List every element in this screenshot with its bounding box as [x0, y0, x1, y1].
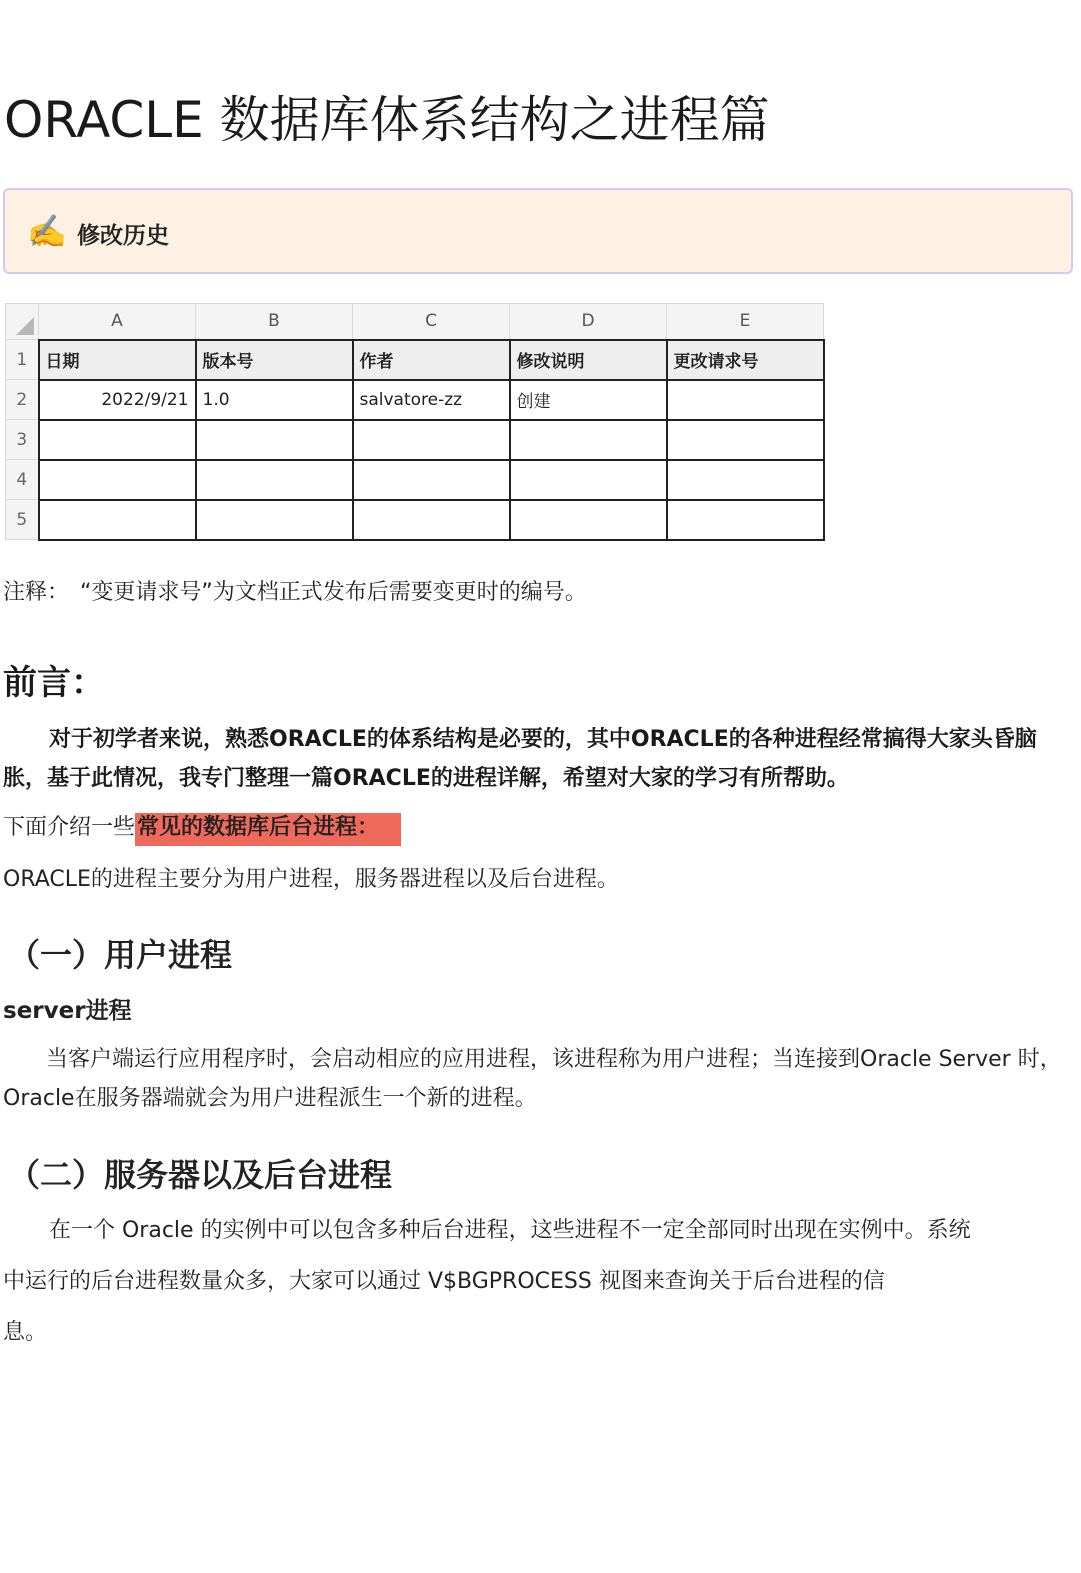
table-cell[interactable] — [667, 500, 824, 540]
document-title: ORACLE 数据库体系结构之进程篇 — [4, 91, 770, 149]
paragraph-line: 中运行的后台进程数量众多，大家可以通过 V$BGPROCESS 视图来查询关于后台进程的信 — [3, 1269, 885, 1294]
table-cell[interactable] — [353, 460, 510, 500]
server-process-subheading: server进程 — [3, 998, 132, 1024]
cell-date[interactable]: 2022/9/21 — [39, 380, 196, 420]
column-header-b[interactable]: B — [196, 304, 353, 340]
table-cell[interactable] — [510, 420, 667, 460]
cell-version[interactable]: 1.0 — [196, 380, 353, 420]
column-header-a[interactable]: A — [39, 304, 196, 340]
table-cell[interactable] — [353, 500, 510, 540]
header-cell-description[interactable]: 修改说明 — [510, 340, 667, 380]
row-header[interactable]: 4 — [6, 460, 39, 500]
foreword-heading: 前言： — [3, 663, 105, 703]
revision-history-callout — [3, 188, 1073, 274]
revision-table — [5, 303, 825, 541]
header-cell-version[interactable]: 版本号 — [196, 340, 353, 380]
table-cell[interactable] — [667, 460, 824, 500]
column-header-c[interactable]: C — [353, 304, 510, 340]
row-header[interactable]: 5 — [6, 500, 39, 540]
section-user-process-heading: （一）用户进程 — [8, 936, 233, 974]
row-header[interactable]: 2 — [6, 380, 39, 420]
cell-change-request[interactable] — [667, 380, 824, 420]
process-types-paragraph: ORACLE的进程主要分为用户进程，服务器进程以及后台进程。 — [3, 867, 619, 892]
table-cell[interactable] — [196, 420, 353, 460]
user-process-paragraph: 当客户端运行应用程序时，会启动相应的应用进程，该进程称为用户进程；当连接到Oracle Server 时，Oracle在服务器端就会为用户进程派生一个新的进程。 — [3, 1047, 1062, 1111]
row-header[interactable]: 3 — [6, 420, 39, 460]
paragraph-line: 在一个 Oracle 的实例中可以包含多种后台进程，这些进程不一定全部同时出现在实例中。系统 — [49, 1218, 971, 1243]
background-process-paragraph — [3, 1205, 1053, 1358]
table-cell[interactable] — [196, 460, 353, 500]
row-header[interactable]: 1 — [6, 340, 39, 380]
table-cell[interactable] — [39, 460, 196, 500]
header-cell-author[interactable]: 作者 — [353, 340, 510, 380]
table-cell[interactable] — [667, 420, 824, 460]
column-header-d[interactable]: D — [510, 304, 667, 340]
cell-description[interactable]: 创建 — [510, 380, 667, 420]
cell-author[interactable]: salvatore-zz — [353, 380, 510, 420]
header-cell-change-request[interactable]: 更改请求号 — [667, 340, 824, 380]
writing-hand-icon: ✍️ — [27, 212, 67, 250]
table-cell[interactable] — [39, 420, 196, 460]
foreword-paragraph: 对于初学者来说，熟悉ORACLE的体系结构是必要的，其中ORACLE的各种进程经常搞得大家头昏脑胀，基于此情况，我专门整理一篇ORACLE的进程详解，希望对大家的学习有所帮助。 — [3, 727, 1037, 791]
select-all-corner[interactable] — [6, 304, 39, 340]
column-header-e[interactable]: E — [667, 304, 824, 340]
intro-prefix: 下面介绍一些 — [3, 815, 136, 840]
header-cell-date[interactable]: 日期 — [39, 340, 196, 380]
section-background-process-heading: （二）服务器以及后台进程 — [8, 1156, 393, 1194]
table-cell[interactable] — [353, 420, 510, 460]
table-cell[interactable] — [510, 500, 667, 540]
revision-history-label: 修改历史 — [77, 223, 169, 249]
intro-line — [3, 808, 401, 848]
table-cell[interactable] — [196, 500, 353, 540]
highlighted-phrase: 常见的数据库后台进程： — [135, 813, 401, 846]
paragraph-line: 息。 — [3, 1320, 48, 1345]
table-cell[interactable] — [39, 500, 196, 540]
table-cell[interactable] — [510, 460, 667, 500]
table-note: 注释： “变更请求号”为文档正式发布后需要变更时的编号。 — [3, 580, 587, 605]
